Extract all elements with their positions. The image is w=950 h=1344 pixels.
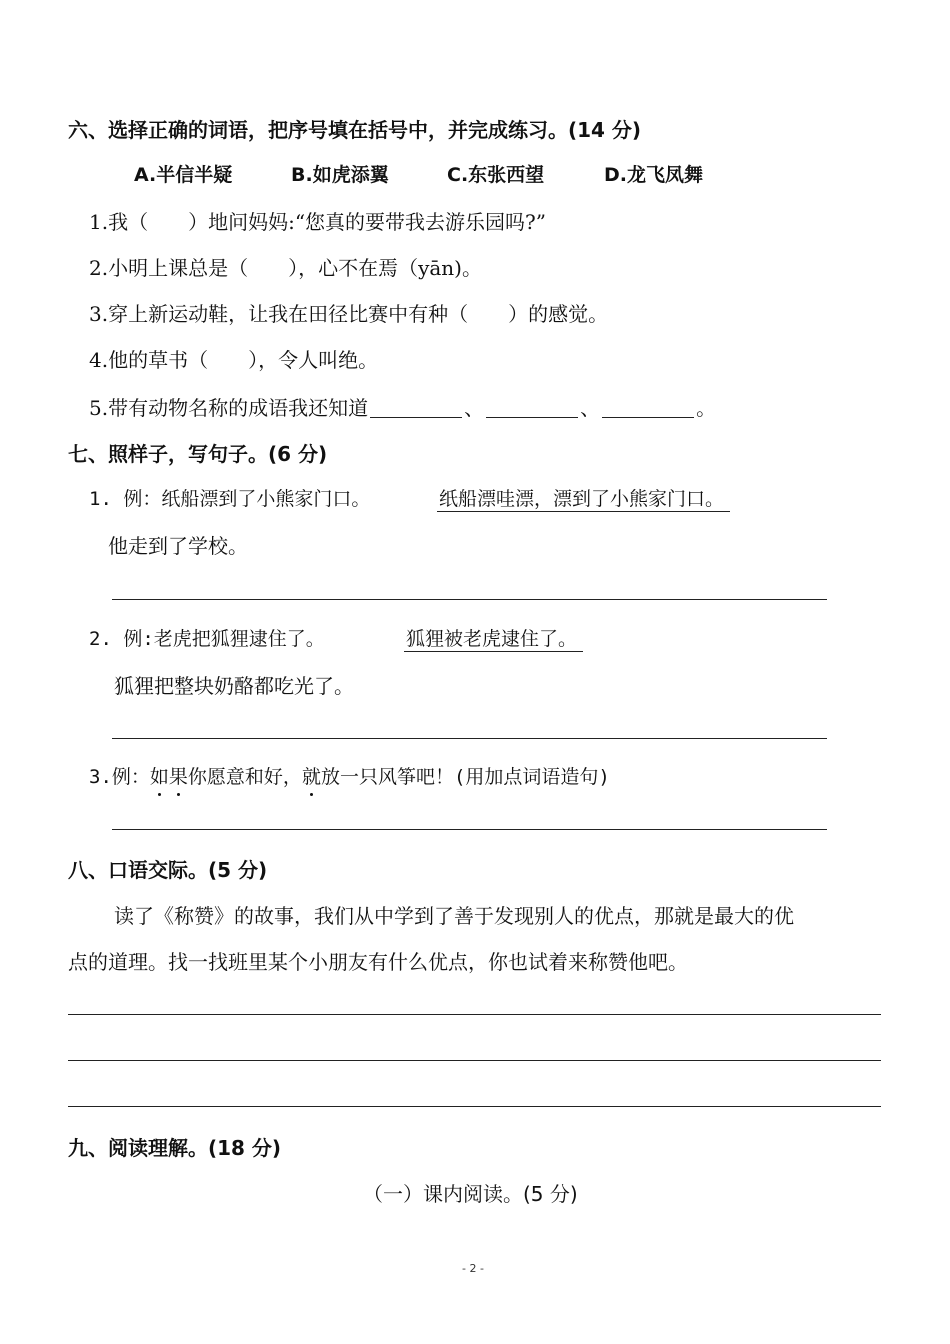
example-3-prefix: 3.例：: [89, 766, 150, 788]
question-3: 3.穿上新运动鞋，让我在田径比赛中有种（ ）的感觉。: [89, 302, 609, 326]
task-1: 他走到了学校。: [108, 534, 248, 558]
dotted-word: 如: [150, 762, 169, 789]
writing-line-3[interactable]: [68, 1106, 881, 1107]
dotted-word: 就: [302, 762, 321, 789]
option-c: C.东张西望: [447, 164, 545, 186]
example-1: 1. 例：纸船漂到了小熊家门口。: [89, 488, 371, 510]
separator: 、: [580, 396, 601, 420]
page-number: - 2 -: [462, 1262, 484, 1275]
section9-heading: 九、阅读理解。(18 分): [68, 1136, 282, 1160]
prompt-line-1: 读了《称赞》的故事，我们从中学到了善于发现别人的优点，那就是最大的优: [114, 904, 794, 928]
example-2-answer: [404, 624, 583, 651]
idiom-blank-1[interactable]: [370, 397, 462, 418]
example-2-answer-text: 狐狸被老虎逮住了。: [404, 628, 583, 652]
answer-line-2[interactable]: [112, 738, 827, 739]
example-3-rest: 放一只风筝吧！(用加点词语造句): [320, 766, 610, 788]
task-2: 狐狸把整块奶酪都吃光了。: [114, 674, 354, 698]
separator: 、: [464, 396, 485, 420]
section8-heading: 八、口语交际。(5 分): [68, 858, 268, 882]
section6-heading: 六、选择正确的词语，把序号填在括号中，并完成练习。(14 分): [68, 118, 642, 142]
question-5-text: 5.带有动物名称的成语我还知道: [89, 396, 369, 420]
idiom-blank-2[interactable]: [486, 397, 578, 418]
answer-line-1[interactable]: [112, 599, 827, 600]
prompt-line-2: 点的道理。找一找班里某个小朋友有什么优点，你也试着来称赞他吧。: [68, 950, 688, 974]
period: 。: [696, 396, 717, 420]
example-2: 2. 例:老虎把狐狸逮住了。: [89, 628, 325, 650]
question-2: 2.小明上课总是（ ），心不在焉（yān)。: [89, 256, 482, 280]
example-1-answer-text: 纸船漂哇漂，漂到了小熊家门口。: [437, 488, 730, 512]
question-4: 4.他的草书（ ），令人叫绝。: [89, 348, 379, 372]
question-1: 1.我（ ）地问妈妈:“您真的要带我去游乐园吗?”: [89, 210, 546, 234]
option-a: A.半信半疑: [134, 164, 233, 186]
option-d: D.龙飞凤舞: [604, 164, 703, 186]
writing-line-1[interactable]: [68, 1014, 881, 1015]
example-3: [89, 762, 610, 789]
example-3-middle: 你愿意和好，: [187, 766, 302, 788]
option-b: B.如虎添翼: [291, 164, 389, 186]
dotted-word: 果: [169, 762, 188, 789]
example-1-answer: [437, 484, 730, 511]
writing-line-2[interactable]: [68, 1060, 881, 1061]
idiom-blank-3[interactable]: [602, 397, 694, 418]
question-5: [89, 392, 716, 421]
section7-heading: 七、照样子，写句子。(6 分): [68, 442, 328, 466]
answer-line-3[interactable]: [112, 829, 827, 830]
section9-subheading: （一）课内阅读。(5 分): [363, 1182, 578, 1206]
